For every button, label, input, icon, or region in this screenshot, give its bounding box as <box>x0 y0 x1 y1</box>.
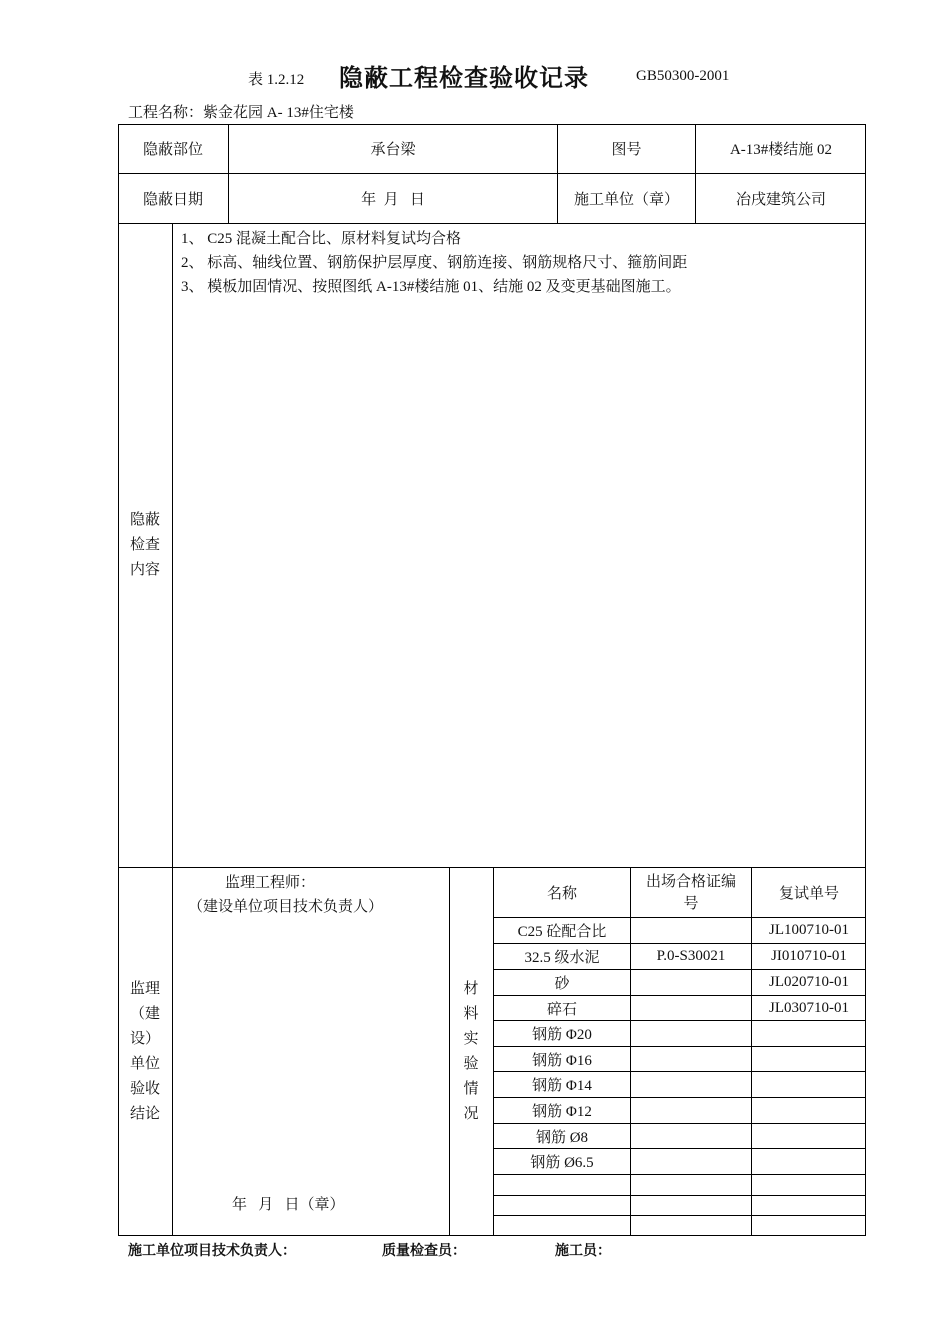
material-cert-cell <box>631 970 751 995</box>
page-title: 隐蔽工程检查验收记录 <box>339 64 589 92</box>
side-label-line: 单位 <box>129 1056 160 1072</box>
material-retest-cell <box>752 1175 866 1195</box>
material-retest-cell <box>752 1072 866 1097</box>
supervision-side-label <box>118 977 172 1127</box>
material-retest-cell <box>752 1216 866 1236</box>
material-header-name: 名称 <box>546 886 577 902</box>
row-divider <box>118 223 866 224</box>
material-retest-cell <box>752 1021 866 1046</box>
material-retest-cell: JI010710-01 <box>771 948 847 964</box>
content-line: 3、 模板加固情况、按照图纸 A-13#楼结施 01、结施 02 及变更基础图施工。 <box>181 279 681 295</box>
footer-inspector: 质量检查员： <box>382 1243 466 1259</box>
content-line: 2、 标高、轴线位置、钢筋保护层厚度、钢筋连接、钢筋规格尺寸、箍筋间距 <box>181 255 688 271</box>
material-cert-cell <box>631 918 751 943</box>
content-side-label <box>118 508 172 583</box>
material-header-cert: 出场合格证编号 <box>645 873 736 912</box>
side-label-line: 隐蔽 <box>129 512 160 528</box>
inspection-content <box>181 227 687 299</box>
supervisor-engineer-note: （建设单位项目技术负责人） <box>188 899 384 915</box>
material-name-cell: C25 砼配合比 <box>517 924 607 940</box>
standard-code: GB50300-2001 <box>636 68 730 84</box>
project-label: 工程名称： <box>128 105 204 121</box>
hidden-part-label: 隐蔽部位 <box>142 142 203 158</box>
drawing-no-label: 图号 <box>611 142 642 158</box>
material-name-cell: 砂 <box>554 976 570 992</box>
material-name-cell <box>494 1175 630 1195</box>
supervision-date: 年 月 日（章） <box>232 1197 345 1213</box>
material-name-cell <box>494 1196 630 1215</box>
title-row <box>0 58 950 94</box>
drawing-no-value: A-13#楼结施 02 <box>729 142 833 158</box>
material-retest-cell <box>752 1098 866 1123</box>
side-label-line: 材 <box>463 981 479 997</box>
col-divider <box>172 223 173 1236</box>
side-label-line: 实 <box>463 1031 479 1047</box>
hidden-date-value: 年 月 日 <box>361 192 425 208</box>
material-name-cell: 钢筋 Φ16 <box>532 1052 592 1069</box>
material-cert-cell <box>631 1149 751 1174</box>
project-value: 紫金花园 A- 13#住宅楼 <box>203 105 354 121</box>
material-cert-cell <box>631 1175 751 1195</box>
material-name-cell: 碎石 <box>546 1001 577 1018</box>
material-header-retest: 复试单号 <box>778 886 839 902</box>
side-label-line: 设） <box>129 1031 160 1047</box>
material-cert-cell <box>631 1124 751 1148</box>
side-label-line: 验收 <box>129 1081 160 1097</box>
material-retest-cell: JL030710-01 <box>769 999 849 1016</box>
material-retest-cell <box>752 1149 866 1174</box>
construction-unit-value: 冶戌建筑公司 <box>735 192 826 208</box>
side-label-line: 料 <box>463 1006 479 1022</box>
footer-worker: 施工员： <box>555 1243 611 1259</box>
material-retest-cell: JL100710-01 <box>769 922 849 938</box>
project-name <box>128 101 354 122</box>
material-cert-cell: P.0-S30021 <box>656 948 726 964</box>
side-label-line: 内容 <box>129 562 160 578</box>
side-label-line: 监理 <box>129 981 160 997</box>
material-cert-cell <box>631 1196 751 1215</box>
material-name-cell: 钢筋 Ø8 <box>535 1129 589 1146</box>
material-retest-cell <box>752 1047 866 1071</box>
material-name-cell: 32.5 级水泥 <box>524 950 600 966</box>
material-cert-cell <box>631 1098 751 1123</box>
content-line: 1、 C25 混凝土配合比、原材料复试均合格 <box>181 231 462 247</box>
side-label-line: （建 <box>129 1006 160 1022</box>
material-retest-cell <box>752 1196 866 1215</box>
material-name-cell: 钢筋 Φ14 <box>532 1078 592 1094</box>
supervisor-engineer-label: 监理工程师： <box>225 875 316 891</box>
material-cert-cell <box>631 1072 751 1097</box>
materials-side-label <box>449 977 493 1127</box>
side-label-line: 情 <box>463 1081 479 1097</box>
side-label-line: 验 <box>463 1056 479 1072</box>
hidden-part-value: 承台梁 <box>370 142 416 158</box>
hidden-date-label: 隐蔽日期 <box>142 192 203 208</box>
supervisor-block <box>188 871 383 919</box>
construction-unit-label: 施工单位（章） <box>573 192 679 208</box>
material-retest-cell <box>752 1124 866 1148</box>
side-label-line: 况 <box>463 1106 479 1122</box>
side-label-line: 检查 <box>129 537 160 553</box>
material-name-cell: 钢筋 Φ20 <box>532 1027 592 1043</box>
material-cert-cell <box>631 1021 751 1046</box>
material-retest-cell: JL020710-01 <box>769 974 849 990</box>
material-cert-cell <box>631 996 751 1020</box>
table-number: 表 1.2.12 <box>248 72 305 88</box>
side-label-line: 结论 <box>129 1106 160 1122</box>
material-name-cell <box>494 1216 630 1236</box>
material-cert-cell <box>631 1216 751 1236</box>
material-name-cell: 钢筋 Ø6.5 <box>530 1155 594 1171</box>
footer-tech-lead: 施工单位项目技术负责人： <box>128 1243 296 1259</box>
material-cert-cell <box>631 1047 751 1071</box>
material-name-cell: 钢筋 Φ12 <box>532 1104 592 1120</box>
